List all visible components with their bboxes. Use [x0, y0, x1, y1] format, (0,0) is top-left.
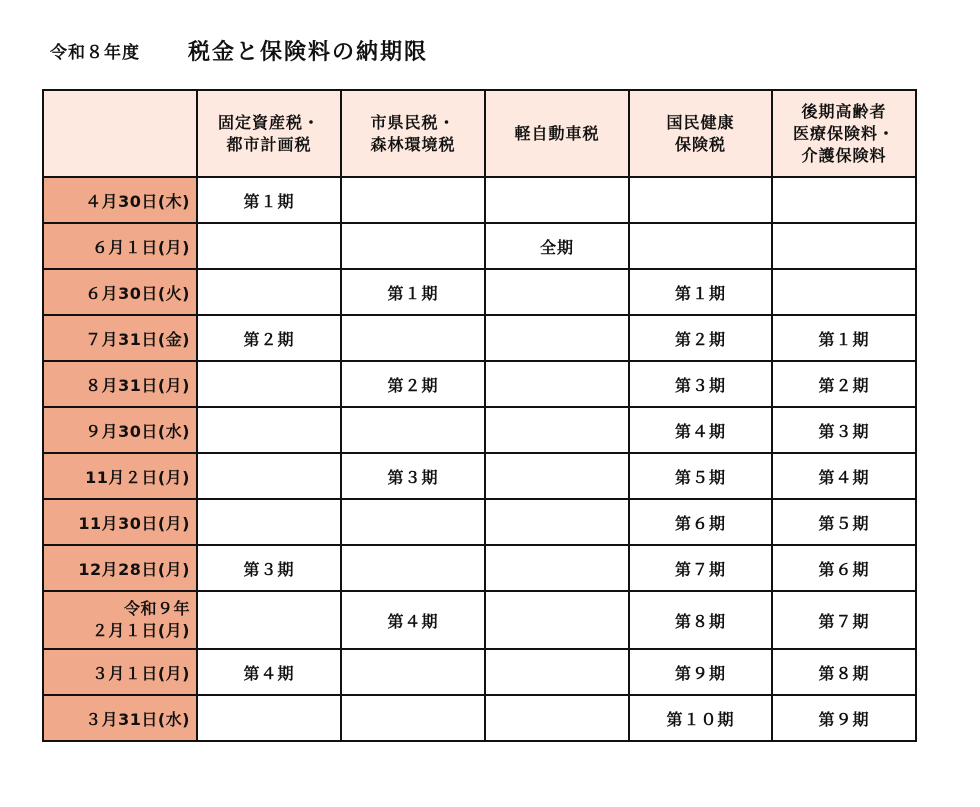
due-date-cell — [43, 269, 197, 315]
due-date-cell — [43, 407, 197, 453]
installment-cell: 第１期 — [341, 269, 485, 315]
column-header — [772, 90, 916, 177]
table-row — [43, 407, 916, 453]
page-title: 税金と保険料の納期限 — [188, 39, 429, 65]
due-date-cell — [43, 591, 197, 649]
column-header-line: 後期高齢者 — [801, 101, 887, 121]
header-corner-cell — [43, 90, 197, 177]
due-date-cell — [43, 453, 197, 499]
installment-cell — [341, 499, 485, 545]
installment-cell: 第１期 — [629, 269, 772, 315]
installment-cell — [341, 315, 485, 361]
installment-cell — [341, 545, 485, 591]
table-row — [43, 591, 916, 649]
due-date-cell — [43, 649, 197, 695]
installment-cell — [197, 499, 341, 545]
column-header-line: 医療保険料・ — [792, 123, 895, 143]
installment-cell: 第５期 — [772, 499, 916, 545]
fiscal-year-label: 令和８年度 — [50, 42, 140, 63]
column-header-line: 都市計画税 — [226, 134, 312, 154]
installment-cell: 第７期 — [772, 591, 916, 649]
installment-cell — [772, 177, 916, 223]
table-body — [43, 177, 916, 741]
installment-cell — [197, 453, 341, 499]
column-header-line: 保険税 — [674, 134, 726, 154]
due-date-text: ３月１日(月) — [91, 663, 190, 683]
installment-cell: 第４期 — [341, 591, 485, 649]
due-date-cell — [43, 545, 197, 591]
installment-cell: 第８期 — [772, 649, 916, 695]
due-date-cell — [43, 223, 197, 269]
installment-cell — [197, 407, 341, 453]
installment-cell — [197, 269, 341, 315]
installment-cell — [485, 499, 629, 545]
installment-cell — [197, 223, 341, 269]
column-header — [629, 90, 772, 177]
installment-cell — [629, 177, 772, 223]
table-row — [43, 545, 916, 591]
table-row — [43, 453, 916, 499]
column-header-line: 軽自動車税 — [514, 123, 600, 143]
installment-cell: 第１期 — [197, 177, 341, 223]
due-date-cell — [43, 361, 197, 407]
installment-cell — [485, 407, 629, 453]
installment-cell: 第４期 — [629, 407, 772, 453]
installment-cell: 第９期 — [772, 695, 916, 741]
installment-cell — [341, 695, 485, 741]
column-header-line: 介護保険料 — [801, 145, 887, 165]
table-row — [43, 177, 916, 223]
installment-cell: 第３期 — [341, 453, 485, 499]
table-row — [43, 499, 916, 545]
due-date-text: ７月31日(金) — [85, 329, 190, 349]
table-row — [43, 269, 916, 315]
table-row — [43, 315, 916, 361]
due-date-cell — [43, 499, 197, 545]
installment-cell — [485, 315, 629, 361]
installment-cell — [197, 695, 341, 741]
table-row — [43, 361, 916, 407]
installment-cell: 第６期 — [772, 545, 916, 591]
installment-cell — [197, 591, 341, 649]
installment-cell — [341, 177, 485, 223]
due-date-text: ４月30日(木) — [85, 191, 190, 211]
table-header — [43, 90, 916, 177]
installment-cell: 第３期 — [197, 545, 341, 591]
header-row — [43, 90, 916, 177]
installment-cell: 第９期 — [629, 649, 772, 695]
installment-cell: 第２期 — [629, 315, 772, 361]
installment-cell: 第１０期 — [629, 695, 772, 741]
column-header-line: 市県民税・ — [370, 112, 456, 132]
payment-deadline-table — [42, 89, 917, 742]
due-date-text: 11月30日(月) — [78, 513, 190, 533]
page-header — [50, 30, 428, 70]
due-date-text: ６月１日(月) — [91, 237, 190, 257]
installment-cell: 第２期 — [772, 361, 916, 407]
column-header — [197, 90, 341, 177]
installment-cell — [341, 407, 485, 453]
installment-cell — [341, 649, 485, 695]
installment-cell — [485, 361, 629, 407]
installment-cell: 第２期 — [341, 361, 485, 407]
column-header — [485, 90, 629, 177]
installment-cell — [485, 695, 629, 741]
due-date-text: 令和９年 — [123, 599, 190, 618]
due-date-cell — [43, 177, 197, 223]
due-date-cell — [43, 695, 197, 741]
installment-cell — [485, 545, 629, 591]
installment-cell — [772, 269, 916, 315]
installment-cell — [485, 177, 629, 223]
table-row — [43, 695, 916, 741]
installment-cell: 全期 — [485, 223, 629, 269]
installment-cell — [485, 269, 629, 315]
column-header — [341, 90, 485, 177]
installment-cell: 第２期 — [197, 315, 341, 361]
table-row — [43, 223, 916, 269]
due-date-text: ６月30日(火) — [85, 283, 190, 303]
installment-cell — [485, 591, 629, 649]
column-header-line: 森林環境税 — [370, 134, 456, 154]
due-date-text: 11月２日(月) — [85, 467, 190, 487]
column-header-line: 国民健康 — [666, 112, 735, 132]
installment-cell — [485, 649, 629, 695]
installment-cell: 第５期 — [629, 453, 772, 499]
column-header-line: 固定資産税・ — [217, 112, 320, 132]
due-date-text: ３月31日(水) — [85, 709, 190, 729]
installment-cell — [341, 223, 485, 269]
installment-cell — [772, 223, 916, 269]
due-date-cell — [43, 315, 197, 361]
due-date-text: ８月31日(月) — [85, 375, 190, 395]
due-date-text: 12月28日(月) — [78, 559, 190, 579]
installment-cell: 第４期 — [772, 453, 916, 499]
installment-cell: 第３期 — [772, 407, 916, 453]
installment-cell — [629, 223, 772, 269]
installment-cell: 第３期 — [629, 361, 772, 407]
installment-cell: 第８期 — [629, 591, 772, 649]
table-row — [43, 649, 916, 695]
installment-cell: 第１期 — [772, 315, 916, 361]
installment-cell — [485, 453, 629, 499]
installment-cell: 第７期 — [629, 545, 772, 591]
installment-cell: 第６期 — [629, 499, 772, 545]
due-date-text: ９月30日(水) — [85, 421, 190, 441]
due-date-text: ２月１日(月) — [91, 621, 190, 640]
installment-cell: 第４期 — [197, 649, 341, 695]
installment-cell — [197, 361, 341, 407]
